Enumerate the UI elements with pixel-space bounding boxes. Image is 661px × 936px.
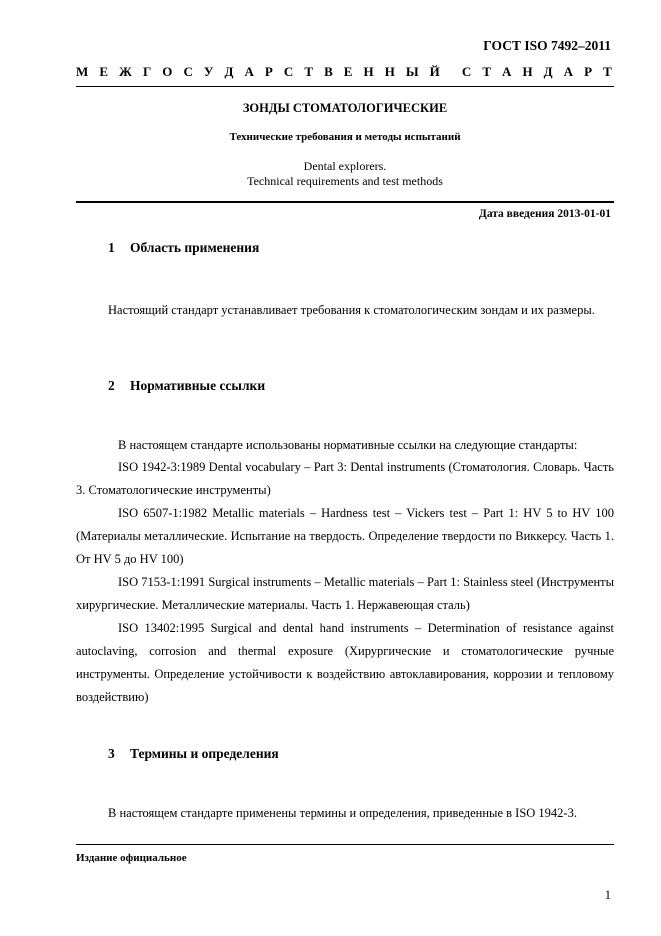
banner-letter: Р: [264, 64, 273, 79]
document-title: ЗОНДЫ СТОМАТОЛОГИЧЕСКИЕ: [242, 101, 448, 115]
section-1-paragraph: [76, 299, 614, 322]
reference-text: ISO 6507-1:1982 Metallic materials – Hardness test – Vickers test – Part 1: HV 5 to HV 100 (Материалы металлические. Испытание на твердость. Определение твердости по Виккерсу. Часть 1. От HV 5 до HV 100): [76, 506, 614, 566]
banner-letter: А: [244, 64, 254, 79]
official-edition-label: Издание официальное: [76, 852, 187, 864]
banner-letter: Е: [99, 64, 108, 79]
section-number: 2: [108, 378, 115, 393]
banner-letter: Ы: [405, 64, 419, 79]
banner-letter: В: [324, 64, 333, 79]
section-2-heading: [108, 378, 265, 394]
paragraph-text: В настоящем стандарте применены термины и определения, приведенные в ISO 1942-3.: [108, 806, 577, 820]
page-number: 1: [604, 888, 611, 902]
section-title: Область применения: [130, 240, 260, 255]
section-number: 3: [108, 746, 115, 761]
banner-letter: Г: [142, 64, 152, 79]
english-title-line2: Technical requirements and test methods: [247, 174, 443, 188]
banner-letter: Е: [343, 64, 353, 79]
references-intro: В настоящем стандарте использованы нормативные ссылки на следующие стандарты:: [118, 438, 578, 452]
reference-item: [76, 502, 614, 571]
banner-letter: С: [283, 64, 294, 79]
footer-divider: [76, 844, 614, 845]
banner-letter: Д: [543, 64, 553, 79]
banner-letter: У: [203, 64, 214, 79]
banner-letter: Т: [603, 64, 612, 79]
title-divider: [76, 201, 614, 203]
banner-letter: Н: [384, 64, 395, 79]
document-subtitle: Технические требования и методы испытаний: [229, 131, 461, 143]
banner-letter: Т: [482, 64, 491, 79]
section-3-paragraph: [76, 802, 614, 825]
introduction-date: Дата введения 2013-01-01: [478, 208, 611, 220]
banner-letter: Й: [429, 64, 440, 79]
banner-letter: Н: [522, 64, 533, 79]
reference-item: [76, 456, 614, 502]
banner-letter: А: [502, 64, 512, 79]
banner-letter: С: [183, 64, 193, 79]
banner-letter: Д: [224, 64, 234, 79]
english-title-line1: Dental explorers.: [303, 159, 387, 173]
banner-letter: А: [563, 64, 574, 79]
banner-letter: Р: [584, 64, 593, 79]
reference-item: [76, 617, 614, 709]
section-3-heading: [108, 746, 279, 762]
banner-letter: М: [76, 64, 89, 79]
section-title: Нормативные ссылки: [130, 378, 266, 393]
banner-letter: О: [162, 64, 173, 79]
standard-number: ГОСТ ISO 7492–2011: [483, 38, 611, 53]
section-1-heading: [108, 240, 259, 256]
standard-banner: [76, 64, 612, 80]
banner-letter: Т: [304, 64, 314, 79]
banner-letter: С: [461, 64, 472, 79]
reference-text: ISO 7153-1:1991 Surgical instruments – Metallic materials – Part 1: Stainless steel (Инструменты хирургические. Металлические материалы. Часть 1. Нержавеющая сталь): [76, 575, 614, 612]
paragraph-text: Настоящий стандарт устанавливает требования к стоматологическим зондам и их размеры.: [108, 303, 595, 317]
banner-letter: Ж: [119, 64, 132, 79]
top-divider: [76, 86, 614, 87]
reference-item: [76, 571, 614, 617]
section-number: 1: [108, 240, 115, 255]
section-title: Термины и определения: [130, 746, 279, 761]
reference-text: ISO 13402:1995 Surgical and dental hand instruments – Determination of resistance against autoclaving, corrosion and thermal exposure (Хирургические и стоматологические ручные инструменты. Определение устойчивости к воздействию автоклавирования, коррозии и тепловому воздействию): [76, 621, 614, 704]
banner-letter: Н: [363, 64, 374, 79]
reference-text: ISO 1942-3:1989 Dental vocabulary – Part 3: Dental instruments (Стоматология. Словарь. Часть 3. Стоматологические инструменты): [76, 460, 614, 497]
